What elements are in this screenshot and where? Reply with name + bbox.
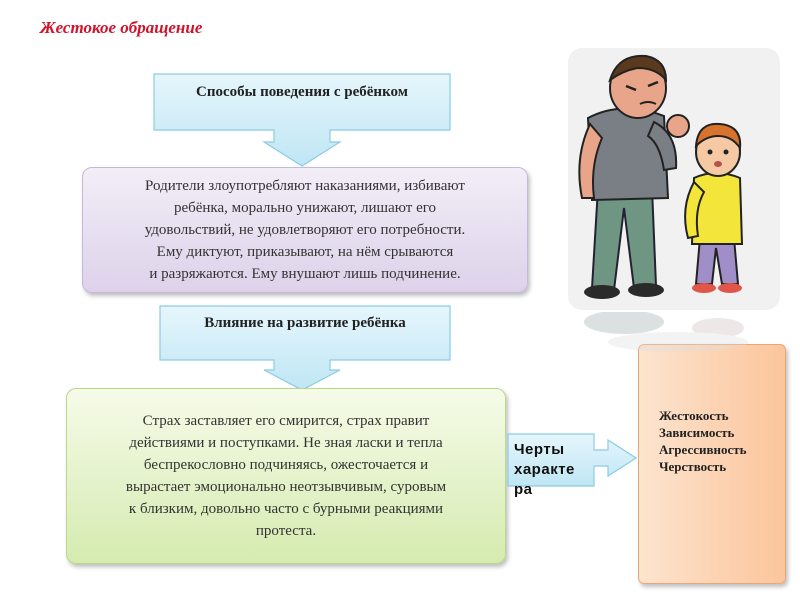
parents-behavior-box: [82, 167, 528, 293]
box2-line: Страх заставляет его смирится, страх правит: [142, 413, 430, 429]
illustration-reflection: [568, 312, 780, 362]
box1-line: и разряжаются. Ему внушают лишь подчинение.: [149, 266, 461, 282]
development-impact-box: [66, 388, 506, 564]
angry-adult-scolding-child-icon: [568, 48, 780, 310]
trait-item: Жестокость: [659, 408, 729, 423]
trait-item: Черствость: [659, 459, 727, 474]
trait-item: Зависимость: [659, 425, 735, 440]
page-title: Жестокое обращение: [40, 18, 203, 37]
traits-label-line: Черты: [514, 441, 565, 458]
traits-label-line: ра: [514, 481, 533, 498]
callout-influence-label: Влияние на развитие ребёнка: [204, 315, 406, 331]
box1-line: Родители злоупотребляют наказаниями, избивают: [145, 178, 465, 194]
box2-line: вырастает эмоционально неотзывчивым, суровым: [125, 479, 447, 495]
box2-line: действиями и поступками. Не зная ласки и тепла: [129, 435, 443, 451]
character-traits-box: [638, 344, 786, 584]
traits-list: [659, 407, 747, 475]
box1-line: ребёнка, морально унижают, лишают его: [173, 200, 437, 216]
traits-label-line: характе: [514, 461, 575, 478]
traits-label: [514, 440, 592, 500]
box1-line: Ему диктуют, приказывают, на нём срываются: [156, 244, 454, 260]
box2-line: протеста.: [255, 523, 317, 539]
box1-line: удовольствий, не удовлетворяют его потребности.: [144, 222, 466, 238]
box2-line: к близким, довольно часто с бурными реакциями: [128, 501, 444, 517]
trait-item: Агрессивность: [659, 442, 747, 457]
callout-behavior-label: Способы поведения с ребёнком: [196, 84, 408, 100]
box2-line: беспрекословно подчиняясь, ожесточается и: [143, 457, 429, 473]
